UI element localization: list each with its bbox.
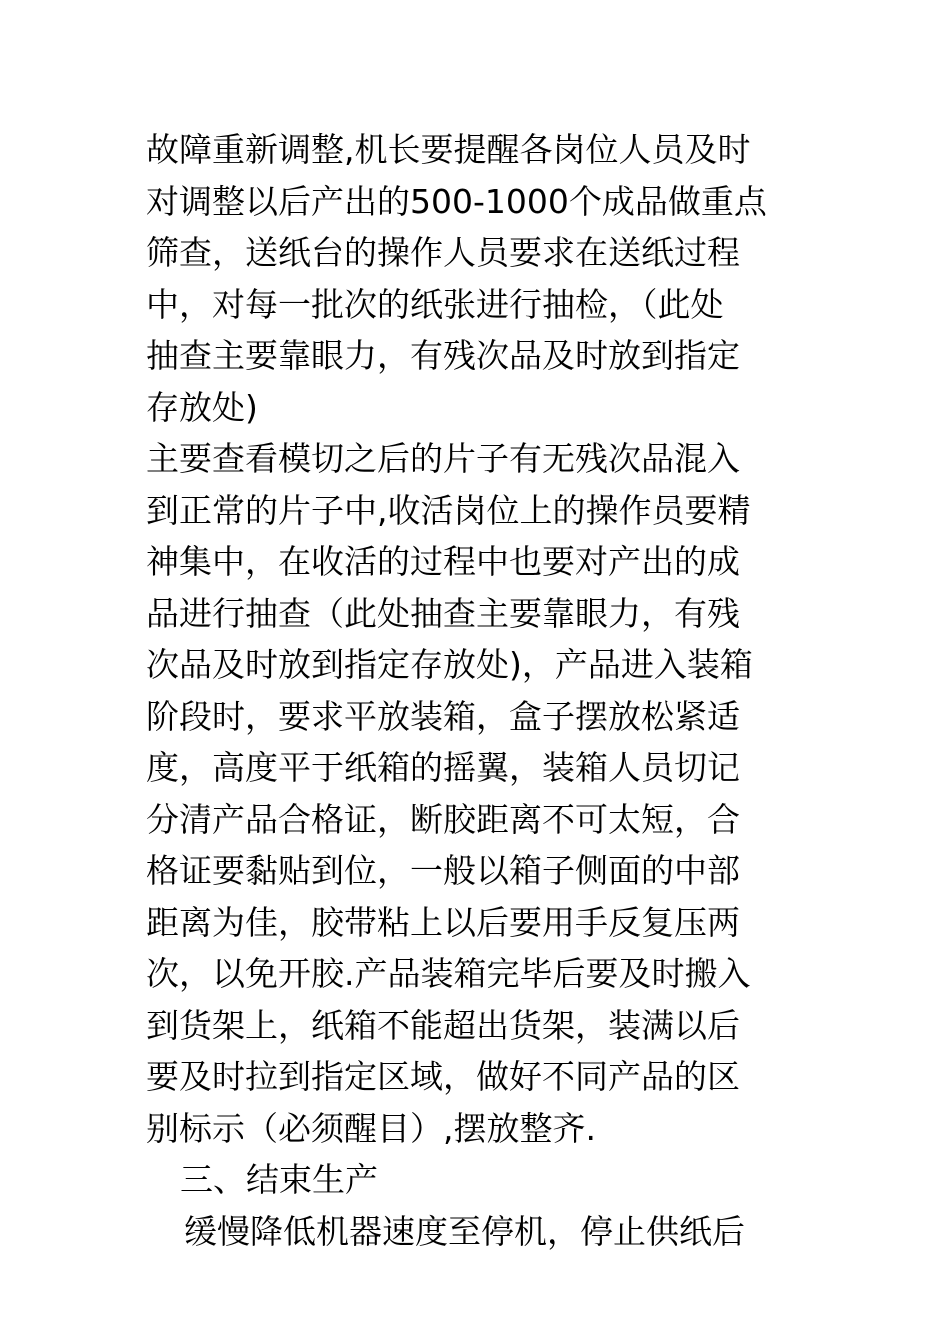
text-line: 到正常的片子中,收活岗位上的操作员要精 bbox=[146, 490, 751, 530]
text-line: 缓慢降低机器速度至停机，停止供纸后 bbox=[184, 1211, 745, 1251]
text-line: 次品及时放到指定存放处)，产品进入装箱 bbox=[146, 645, 753, 684]
text-line: 距离为佳，胶带粘上以后要用手反复压两 bbox=[146, 902, 740, 942]
text-line: 存放处) bbox=[146, 387, 258, 427]
text-line: 要及时拉到指定区域，做好不同产品的区 bbox=[146, 1057, 740, 1096]
text-line: 故障重新调整,机长要提醒各岗位人员及时 bbox=[146, 130, 751, 169]
text-line: 度，高度平于纸箱的摇翼，装箱人员切记 bbox=[146, 748, 740, 787]
text-line: 神集中，在收活的过程中也要对产出的成 bbox=[146, 542, 740, 581]
text-line: 抽查主要靠眼力，有残次品及时放到指定 bbox=[146, 336, 740, 375]
text-line: 中，对每一批次的纸张进行抽检，（此处 bbox=[146, 284, 724, 324]
text-line: 分清产品合格证，断胶距离不可太短，合 bbox=[146, 799, 740, 839]
text-line: 对调整以后产出的500-1000个成品做重点 bbox=[146, 181, 767, 221]
text-line: 阶段时，要求平放装箱，盒子摆放松紧适 bbox=[146, 696, 740, 736]
paragraph-1 bbox=[146, 124, 810, 433]
text-line: 别标示（必须醒目）,摆放整齐. bbox=[146, 1108, 596, 1148]
text-line: 到货架上，纸箱不能超出货架，装满以后 bbox=[146, 1005, 740, 1045]
text-line: 筛查，送纸台的操作人员要求在送纸过程 bbox=[146, 233, 740, 272]
text-line: 品进行抽查（此处抽查主要靠眼力，有残 bbox=[146, 593, 740, 633]
paragraph-2 bbox=[146, 433, 810, 1154]
text-line: 次，以免开胶.产品装箱完毕后要及时搬入 bbox=[146, 954, 751, 993]
text-line: 格证要黏贴到位，一般以箱子侧面的中部 bbox=[146, 851, 740, 890]
paragraph-3 bbox=[146, 1206, 810, 1258]
text-line: 主要查看模切之后的片子有无残次品混入 bbox=[146, 439, 740, 478]
section-heading: 三、结束生产 bbox=[180, 1160, 378, 1199]
document-body bbox=[146, 124, 810, 1257]
